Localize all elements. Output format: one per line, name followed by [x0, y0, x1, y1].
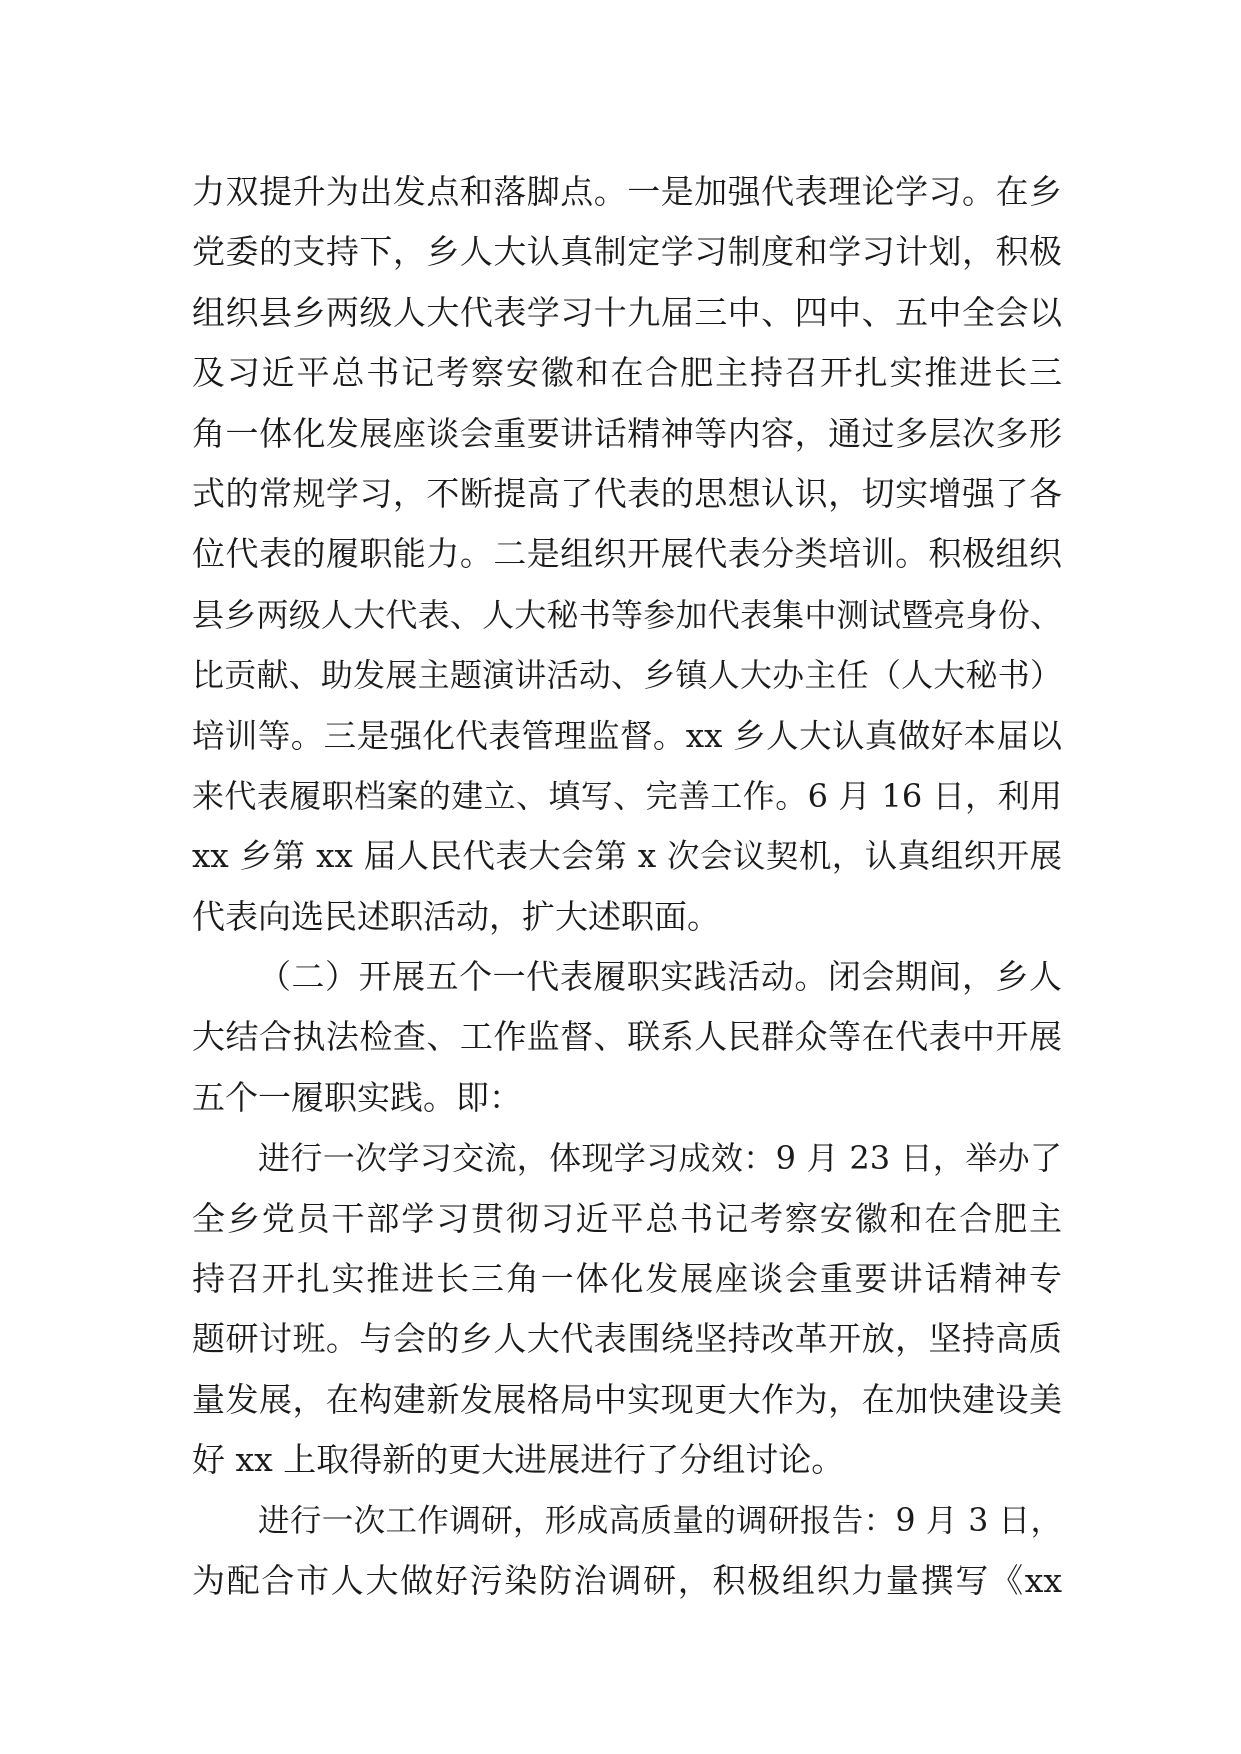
text-line: 比贡献、助发展主题演讲活动、乡镇人大办主任（人大秘书） [192, 656, 1062, 695]
text-line: 来代表履职档案的建立、填写、完善工作。6 月 16 日，利用 [192, 776, 1062, 815]
text-line: 量发展，在构建新发展格局中实现更大作为，在加快建设美 [192, 1379, 1062, 1419]
text-line: 大结合执法检查、工作监督、联系人民群众等在代表中开展 [192, 1017, 1062, 1057]
text-line: （二）开展五个一代表履职实践活动。闭会期间，乡人 [258, 957, 1062, 997]
text-line: 党委的支持下，乡人大认真制定学习制度和学习计划，积极 [192, 232, 1062, 272]
text-line: 题研讨班。与会的乡人大代表围绕坚持改革开放，坚持高质 [192, 1319, 1062, 1359]
text-line: 全乡党员干部学习贯彻习近平总书记考察安徽和在合肥主 [192, 1198, 1062, 1238]
text-line: 组织县乡两级人大代表学习十九届三中、四中、五中全会以 [192, 292, 1062, 332]
text-line: 力双提升为出发点和落脚点。一是加强代表理论学习。在乡 [192, 172, 1062, 211]
text-line: 进行一次学习交流，体现学习成效：9 月 23 日，举办了 [258, 1139, 1062, 1178]
text-line: 五个一履职实践。即： [192, 1077, 522, 1117]
text-line: xx 乡第 xx 届人民代表大会第 x 次会议契机，认真组织开展 [192, 837, 1062, 876]
body-text [192, 162, 1062, 1611]
text-line: 培训等。三是强化代表管理监督。xx 乡人大认真做好本届以 [192, 716, 1062, 755]
text-line: 式的常规学习，不断提高了代表的思想认识，切实增强了各 [192, 473, 1062, 513]
text-line: 代表向选民述职活动，扩大述职面。 [192, 896, 720, 936]
text-line: 及习近平总书记考察安徽和在合肥主持召开扎实推进长三 [192, 353, 1062, 393]
text-line: 为配合市人大做好污染防治调研，积极组织力量撰写《xx [192, 1560, 1062, 1600]
text-line: 角一体化发展座谈会重要讲话精神等内容，通过多层次多形 [192, 413, 1062, 453]
text-line: 县乡两级人大代表、人大秘书等参加代表集中测试暨亮身份、 [192, 595, 1062, 634]
text-line: 位代表的履职能力。二是组织开展代表分类培训。积极组织 [192, 534, 1062, 574]
text-line: 好 xx 上取得新的更大进展进行了分组讨论。 [192, 1440, 845, 1480]
text-line: 持召开扎实推进长三角一体化发展座谈会重要讲话精神专 [192, 1259, 1062, 1299]
text-line: 进行一次工作调研，形成高质量的调研报告：9 月 3 日， [258, 1502, 1062, 1539]
